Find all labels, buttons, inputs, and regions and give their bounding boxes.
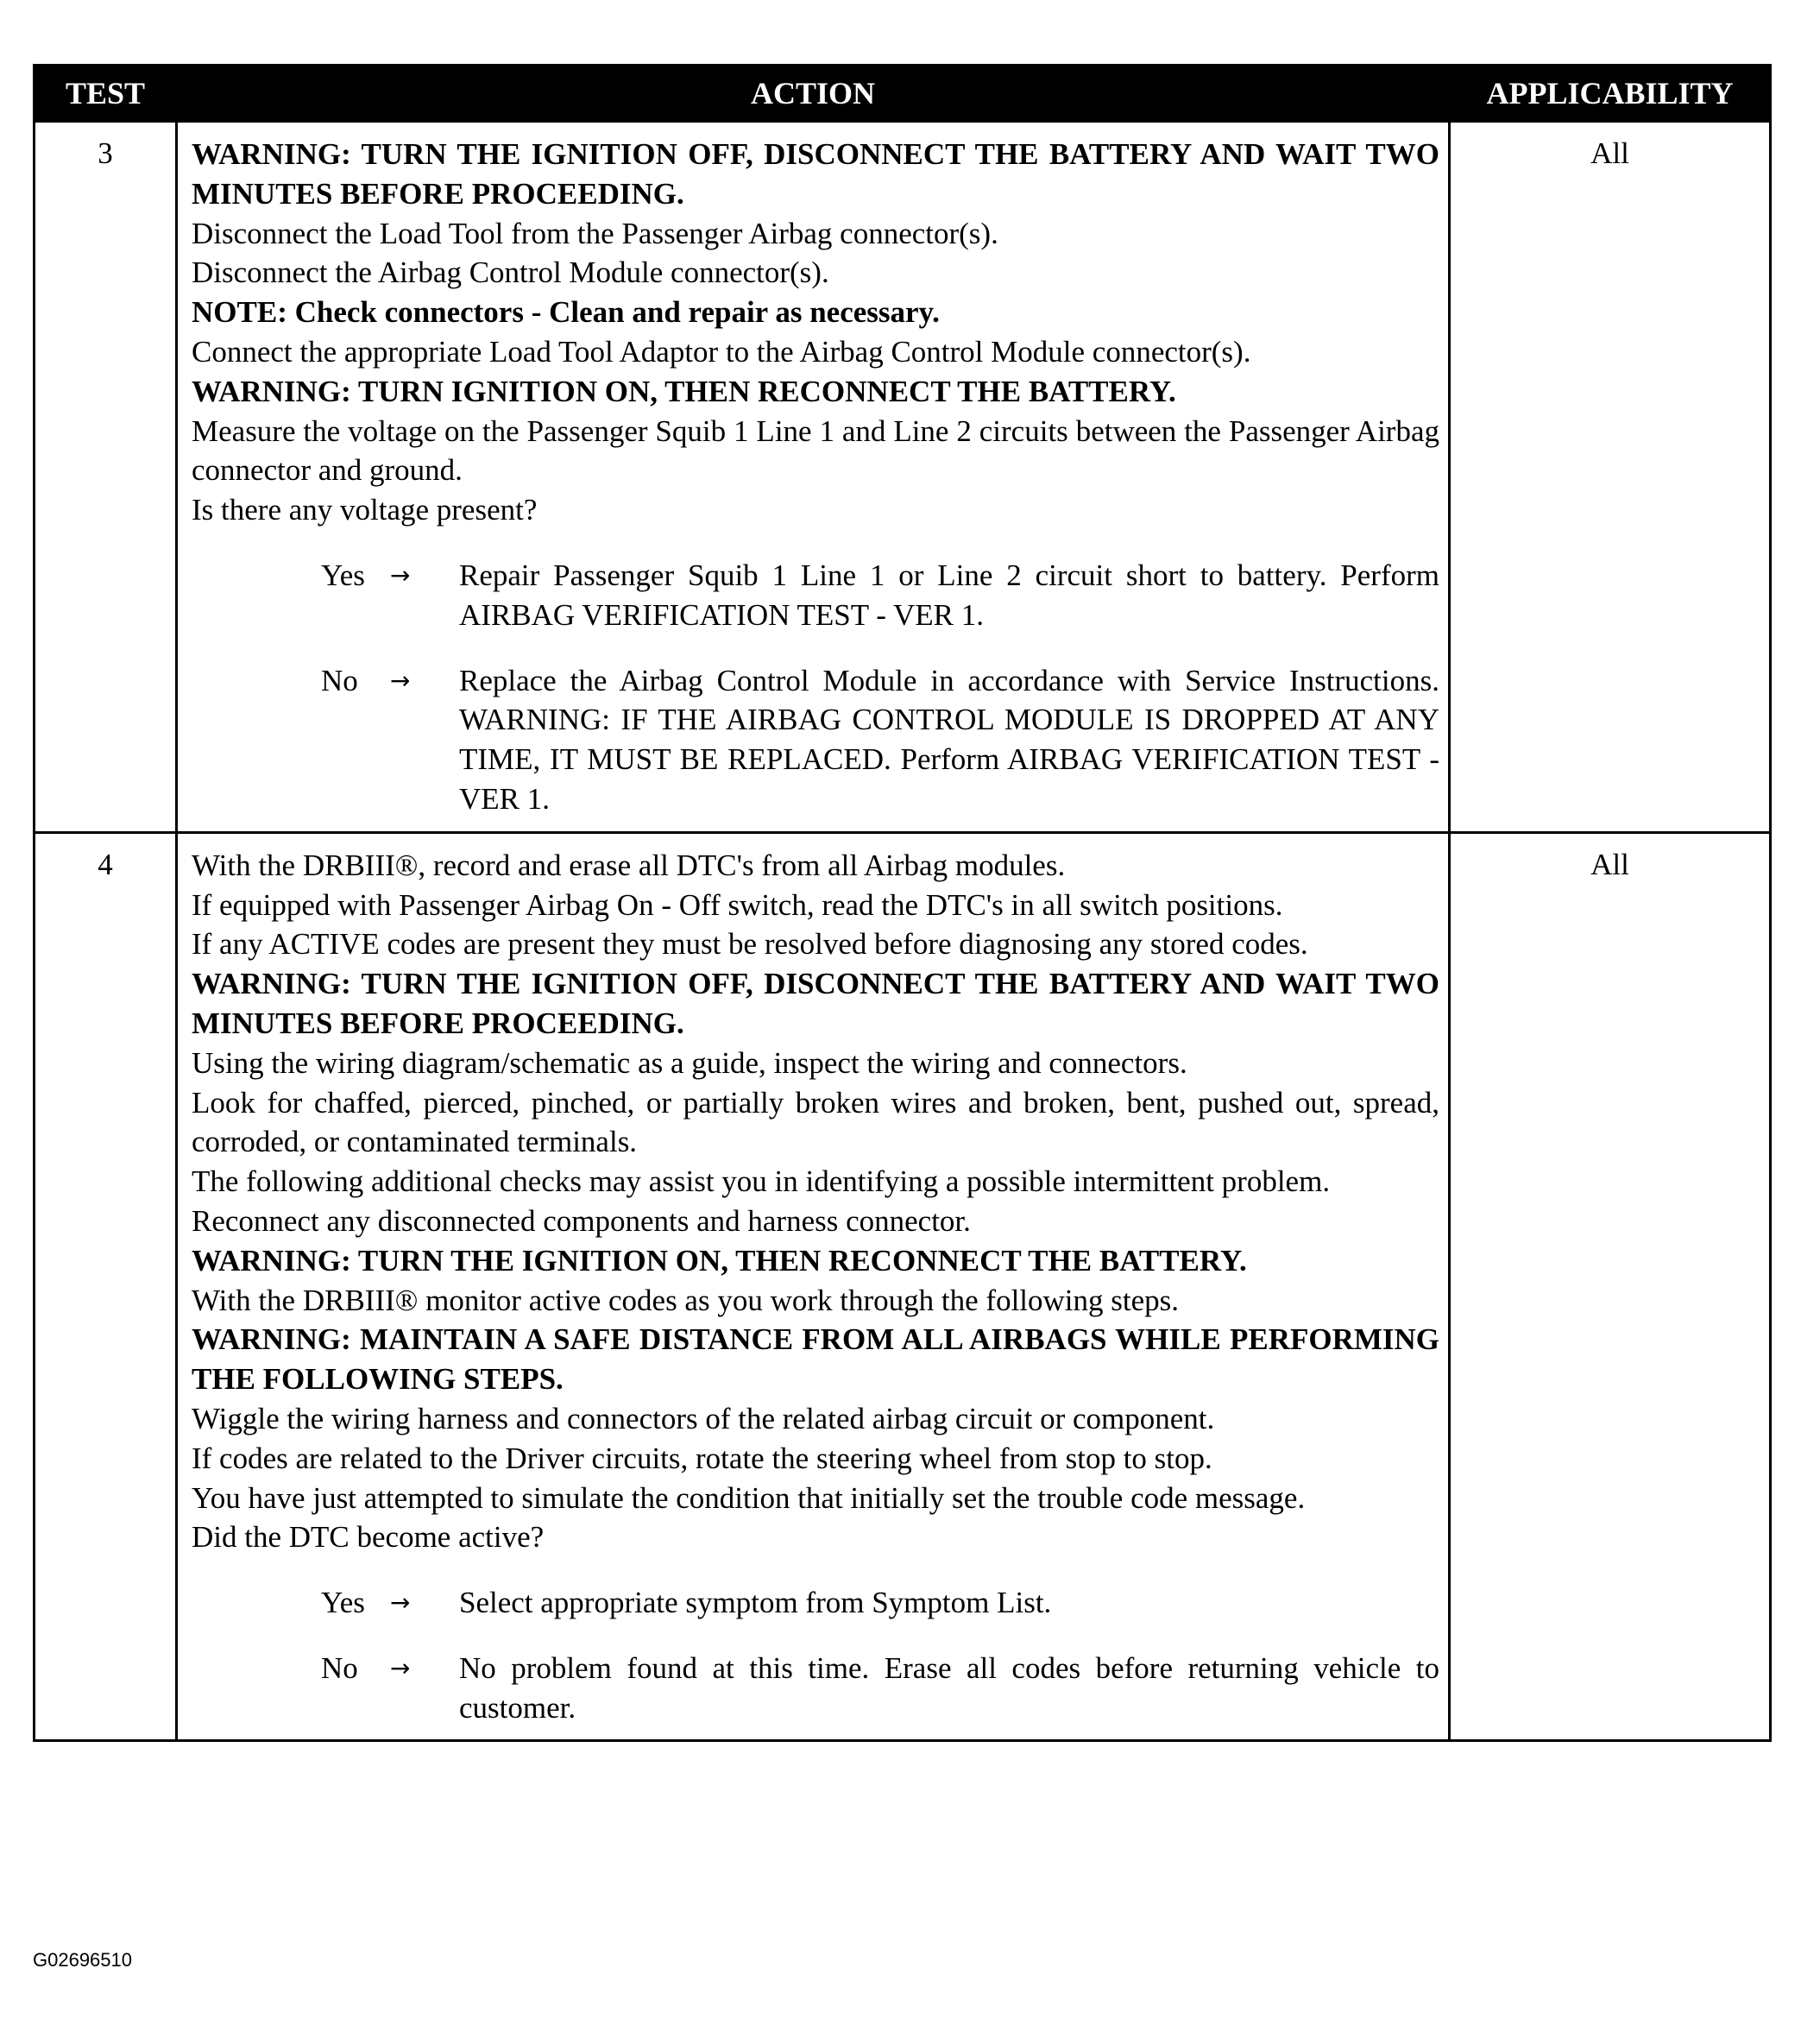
arrow-right-icon: → <box>390 560 411 590</box>
instruction-line: Reconnect any disconnected components and harness connector. <box>192 1203 971 1238</box>
warning-line: WARNING: MAINTAIN A SAFE DISTANCE FROM ALL AIRBAGS WHILE PERFORMING THE FOLLOWING STEPS. <box>192 1322 1439 1397</box>
header-row <box>35 66 1771 122</box>
instruction-line: Disconnect the Airbag Control Module connector(s). <box>192 256 829 290</box>
warning-line: WARNING: TURN THE IGNITION OFF, DISCONNECT THE BATTERY AND WAIT TWO MINUTES BEFORE PROCEEDING. <box>192 967 1439 1040</box>
warning-line: WARNING: TURN THE IGNITION OFF, DISCONNECT THE BATTERY AND WAIT TWO MINUTES BEFORE PROCEEDING. <box>192 137 1439 211</box>
table-header <box>35 66 1771 122</box>
action-cell <box>177 832 1450 1741</box>
test-number: 4 <box>35 832 177 1741</box>
instruction-line: Is there any voltage present? <box>192 493 538 527</box>
answer-key: No <box>321 1650 358 1685</box>
diagnostic-table <box>33 64 1772 1742</box>
warning-line: NOTE: Check connectors - Clean and repair as necessary. <box>192 295 940 330</box>
instruction-line: You have just attempted to simulate the condition that initially set the trouble code message. <box>192 1480 1306 1515</box>
warning-line: WARNING: TURN IGNITION ON, THEN RECONNECT THE BATTERY. <box>192 374 1176 408</box>
figure-code: G02696510 <box>33 1949 132 1971</box>
arrow-right-icon: → <box>390 666 411 695</box>
header-applicability: APPLICABILITY <box>1450 66 1771 122</box>
instruction-line: Measure the voltage on the Passenger Squib 1 Line 1 and Line 2 circuits between the Passenger Airbag connector and ground. <box>192 413 1439 488</box>
arrow-right-icon: → <box>390 1588 411 1618</box>
header-test: TEST <box>35 66 177 122</box>
answer-key: Yes <box>321 1586 365 1620</box>
instruction-line: The following additional checks may assist you in identifying a possible intermittent problem. <box>192 1164 1331 1199</box>
instruction-line: If equipped with Passenger Airbag On - Off switch, read the DTC's in all switch positions. <box>192 887 1283 922</box>
table-row <box>35 832 1771 1741</box>
applicability-value: All <box>1450 122 1771 833</box>
instruction-line: Did the DTC become active? <box>192 1520 545 1555</box>
answer-no <box>192 1649 1439 1728</box>
instruction-line: Connect the appropriate Load Tool Adaptor to the Airbag Control Module connector(s). <box>192 334 1251 369</box>
instruction-line: Disconnect the Load Tool from the Passenger Airbag connector(s). <box>192 216 998 250</box>
table-row <box>35 122 1771 833</box>
instruction-line: Using the wiring diagram/schematic as a guide, inspect the wiring and connectors. <box>192 1045 1187 1080</box>
warning-line: WARNING: TURN THE IGNITION ON, THEN RECONNECT THE BATTERY. <box>192 1243 1247 1278</box>
answer-yes <box>192 1583 1439 1623</box>
answer-yes <box>192 556 1439 635</box>
instruction-line: With the DRBIII® monitor active codes as you work through the following steps. <box>192 1283 1180 1317</box>
answer-text: Repair Passenger Squib 1 Line 1 or Line 2 circuit short to battery. Perform AIRBAG VERIFICATION TEST - VER 1. <box>459 558 1439 632</box>
answer-text: Replace the Airbag Control Module in accordance with Service Instructions. WARNING: IF THE AIRBAG CONTROL MODULE IS DROPPED AT ANY TIME, IT MUST BE REPLACED. Perform AIRBAG VERIFICATION TEST - VER 1. <box>459 663 1439 816</box>
instruction-line: If any ACTIVE codes are present they must be resolved before diagnosing any stored codes. <box>192 927 1308 962</box>
answer-text: Select appropriate symptom from Symptom List. <box>459 1586 1052 1620</box>
header-action: ACTION <box>177 66 1450 122</box>
action-cell <box>177 122 1450 833</box>
instruction-line: Look for chaffed, pierced, pinched, or partially broken wires and broken, bent, pushed out, spread, corroded, or contaminated terminals. <box>192 1085 1439 1159</box>
answer-text: No problem found at this time. Erase all codes before returning vehicle to customer. <box>459 1650 1439 1725</box>
test-number: 3 <box>35 122 177 833</box>
instruction-line: Wiggle the wiring harness and connectors of the related airbag circuit or component. <box>192 1401 1215 1435</box>
answer-key: No <box>321 663 358 697</box>
arrow-right-icon: → <box>390 1653 411 1682</box>
applicability-value: All <box>1450 832 1771 1741</box>
answer-key: Yes <box>321 558 365 592</box>
instruction-line: If codes are related to the Driver circuits, rotate the steering wheel from stop to stop. <box>192 1441 1212 1475</box>
table-body <box>35 122 1771 1741</box>
instruction-line: With the DRBIII®, record and erase all DTC's from all Airbag modules. <box>192 848 1066 882</box>
answer-no <box>192 661 1439 819</box>
